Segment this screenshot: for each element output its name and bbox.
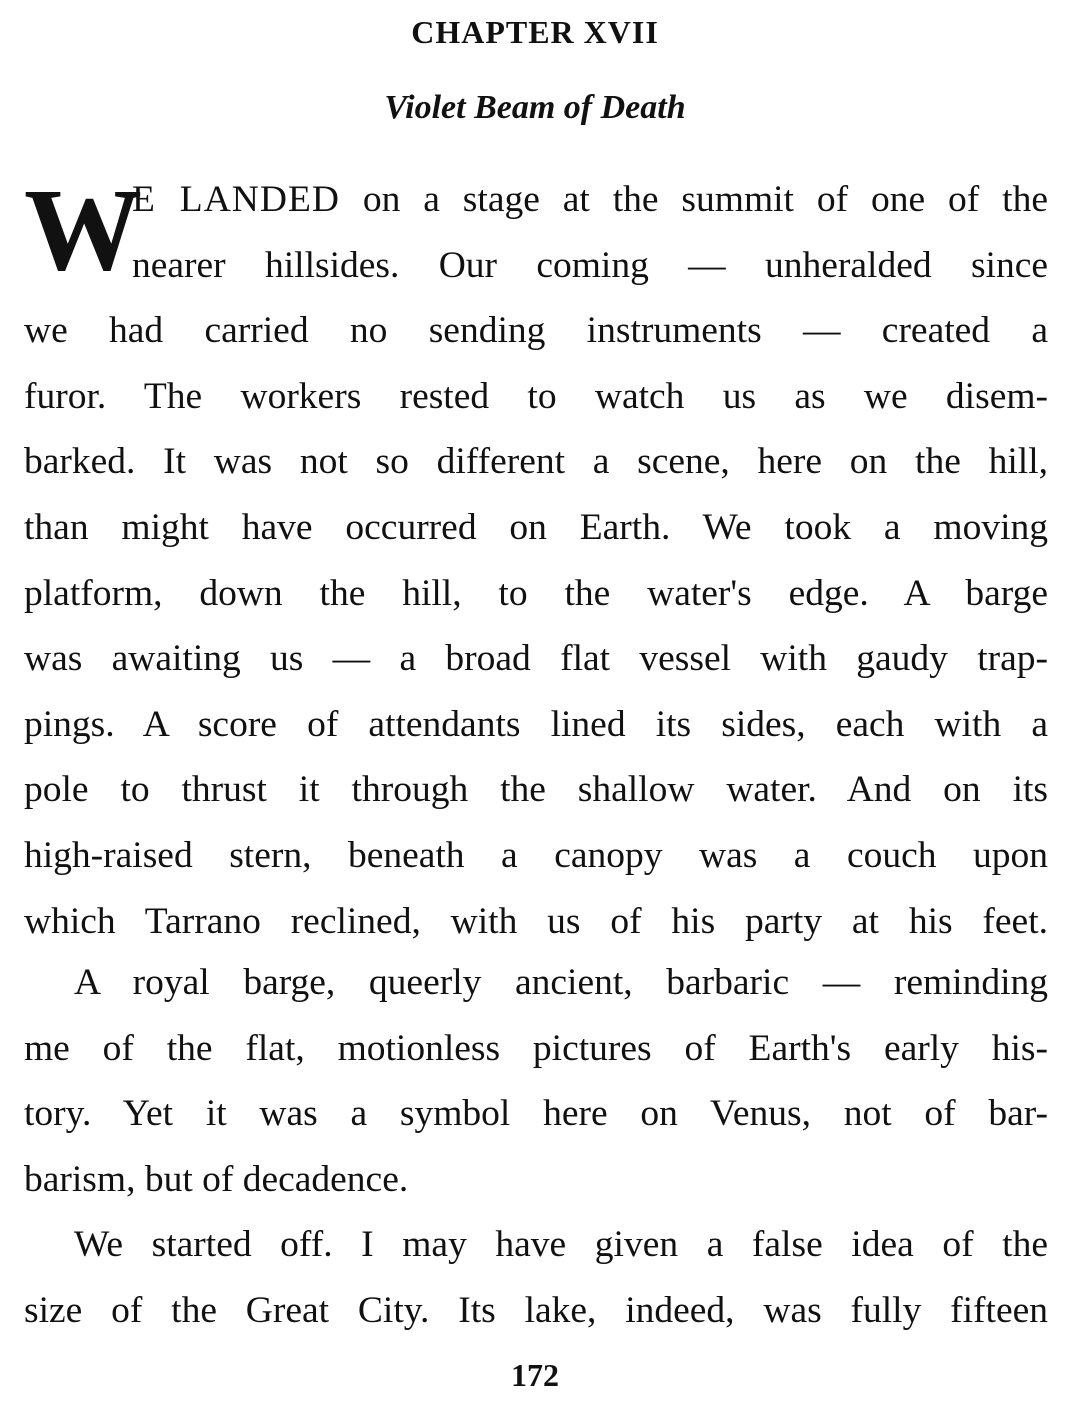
text-line: A royal barge, queerly ancient, barbaric — reminding [74,962,1048,1003]
paragraph-1 [24,164,1048,954]
text-line: high-raised stern, beneath a canopy was a couch upon [24,834,1048,876]
text-line-content: on a stage at the summit of one of the [339,179,1048,220]
text-line: me of the flat, motionless pictures of Earth's early his- [24,1027,1048,1069]
text-line: we had carried no sending instruments — created a [24,310,1048,352]
text-line: barism, but of decadence. [24,1158,409,1200]
text-line: furor. The workers rested to watch us as we disem- [24,375,1048,417]
text-line: tory. Yet it was a symbol here on Venus, not of bar- [24,1093,1048,1135]
chapter-heading: CHAPTER XVII [411,14,659,50]
text-line [24,167,1048,233]
chapter-title: Violet Beam of Death [384,89,686,126]
lead-smallcaps: E LANDED [132,179,340,220]
text-line: barked. It was not so different a scene, here on the hill, [24,441,1048,483]
text-line: pole to thrust it through the shallow water. And on its [24,769,1048,811]
text-line: pings. A score of attendants lined its sides, each with a [24,703,1048,745]
text-line: which Tarrano reclined, with us of his party at his feet. [24,900,1048,942]
text-line: size of the Great City. Its lake, indeed, was fully fifteen [24,1289,1048,1331]
drop-cap: W [24,164,142,295]
paragraph-2 [24,950,1048,1212]
page-number: 172 [511,1357,559,1393]
paragraph-3 [24,1212,1048,1343]
text-line: platform, down the hill, to the water's edge. A barge [24,572,1048,614]
text-line: We started off. I may have given a false idea of the [74,1224,1048,1265]
text-line: was awaiting us — a broad flat vessel with gaudy trap- [24,638,1048,680]
text-line: nearer hillsides. Our coming — unheralded since [132,244,1048,286]
text-line: than might have occurred on Earth. We took a moving [24,506,1048,548]
